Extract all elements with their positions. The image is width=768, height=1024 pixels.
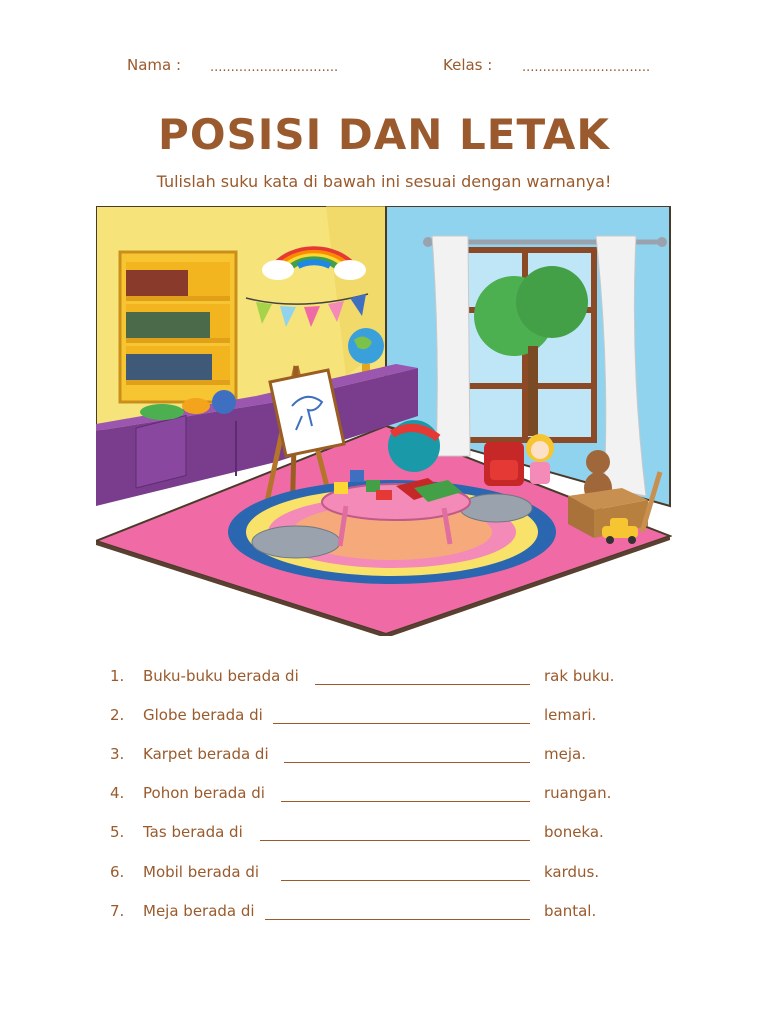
question-number: 3. bbox=[110, 745, 125, 763]
question-text: Buku-buku berada di bbox=[143, 667, 299, 685]
question-object: bantal. bbox=[544, 902, 597, 920]
class-label: Kelas : bbox=[443, 56, 493, 74]
question-object: boneka. bbox=[544, 823, 604, 841]
room-illustration bbox=[96, 206, 672, 636]
window bbox=[456, 250, 594, 440]
answer-blank[interactable] bbox=[260, 840, 530, 841]
answer-blank[interactable] bbox=[315, 684, 530, 685]
question-text: Globe berada di bbox=[143, 706, 263, 724]
name-label: Nama : bbox=[127, 56, 182, 74]
question-4 bbox=[0, 784, 768, 808]
ball bbox=[388, 420, 440, 472]
question-text: Karpet berada di bbox=[143, 745, 269, 763]
question-text: Tas berada di bbox=[143, 823, 243, 841]
answer-blank[interactable] bbox=[265, 919, 530, 920]
class-blank[interactable]: ............................... bbox=[522, 60, 651, 75]
instruction-text: Tulislah suku kata di bawah ini sesuai dengan warnanya! bbox=[156, 172, 612, 191]
question-number: 2. bbox=[110, 706, 125, 724]
cushion-left bbox=[252, 526, 340, 558]
answer-blank[interactable] bbox=[284, 762, 530, 763]
backpack bbox=[484, 442, 524, 486]
answer-blank[interactable] bbox=[281, 880, 530, 881]
question-2 bbox=[0, 706, 768, 730]
answer-blank[interactable] bbox=[281, 801, 530, 802]
question-6 bbox=[0, 863, 768, 887]
name-blank[interactable]: ............................... bbox=[210, 60, 339, 75]
question-1 bbox=[0, 667, 768, 691]
question-number: 1. bbox=[110, 667, 125, 685]
answer-blank[interactable] bbox=[273, 723, 530, 724]
question-5 bbox=[0, 823, 768, 847]
question-number: 7. bbox=[110, 902, 125, 920]
question-number: 6. bbox=[110, 863, 125, 881]
question-object: lemari. bbox=[544, 706, 597, 724]
question-7 bbox=[0, 902, 768, 926]
bookshelf bbox=[120, 252, 236, 402]
question-3 bbox=[0, 745, 768, 769]
question-number: 5. bbox=[110, 823, 125, 841]
question-object: rak buku. bbox=[544, 667, 615, 685]
question-text: Pohon berada di bbox=[143, 784, 265, 802]
question-number: 4. bbox=[110, 784, 125, 802]
question-object: kardus. bbox=[544, 863, 600, 881]
cushion-right bbox=[460, 494, 532, 522]
question-object: ruangan. bbox=[544, 784, 612, 802]
question-text: Mobil berada di bbox=[143, 863, 260, 881]
question-text: Meja berada di bbox=[143, 902, 255, 920]
question-object: meja. bbox=[544, 745, 586, 763]
page-title: POSISI DAN LETAK bbox=[158, 110, 610, 159]
